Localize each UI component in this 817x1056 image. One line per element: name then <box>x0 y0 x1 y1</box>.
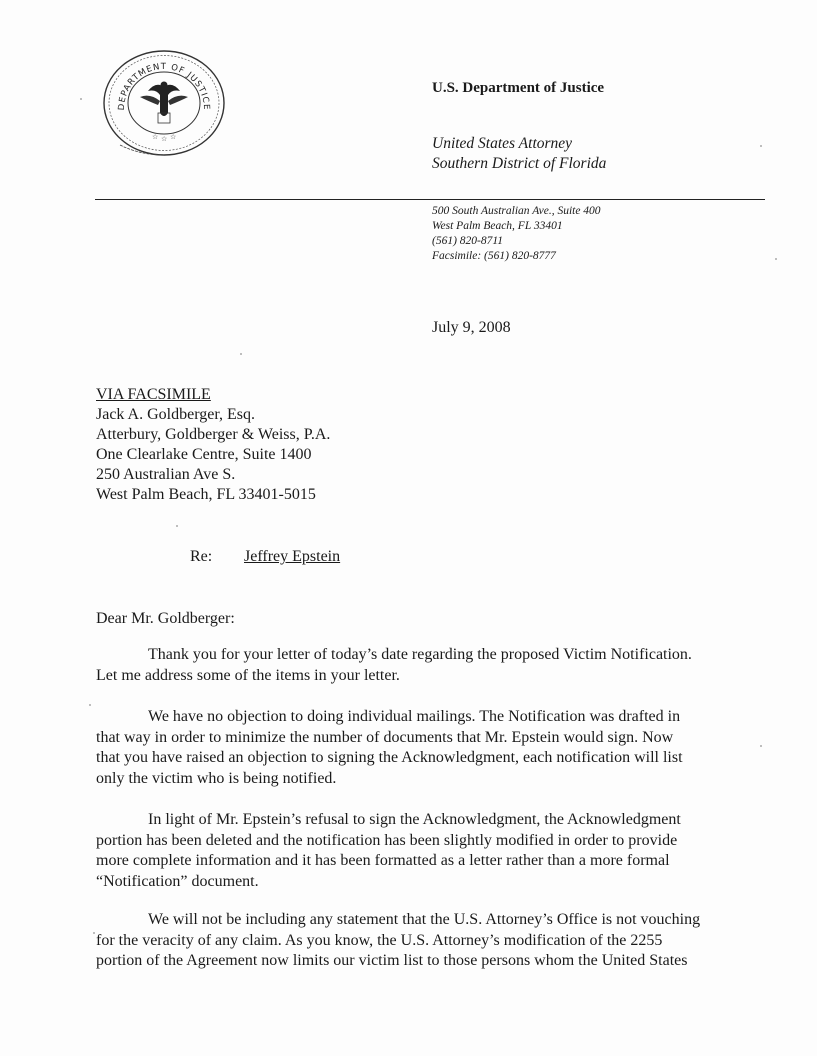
delivery-method: VIA FACSIMILE <box>96 386 211 403</box>
scan-speck <box>176 525 178 527</box>
paragraph-line: portion has been deleted and the notification has been slightly modified in order to provide <box>96 831 678 849</box>
office-fax: Facsimile: (561) 820-8777 <box>432 250 556 262</box>
recipient-line: Atterbury, Goldberger & Weiss, P.A. <box>96 426 331 443</box>
svg-text:☆: ☆ <box>152 133 159 141</box>
scan-speck <box>760 745 762 747</box>
scan-speck <box>775 258 777 260</box>
doj-seal-icon <box>100 47 228 159</box>
paragraph-line: that you have raised an objection to signing the Acknowledgment, each notification will list <box>96 749 683 766</box>
paragraph-line: We will not be including any statement that the U.S. Attorney’s Office is not vouching <box>148 911 701 928</box>
scan-speck <box>240 353 242 355</box>
office-district: Southern District of Florida <box>432 155 607 172</box>
scan-speck <box>89 704 91 706</box>
scan-speck <box>93 932 95 934</box>
body-paragraph <box>96 810 756 892</box>
scan-speck <box>80 98 82 100</box>
paragraph-line: more complete information and it has been formatted as a letter rather than a more formal <box>96 852 670 869</box>
paragraph-line: portion of the Agreement now limits our victim list to those persons whom the United States <box>96 952 688 969</box>
recipient-line: West Palm Beach, FL 33401-5015 <box>96 486 316 503</box>
office-title: United States Attorney <box>432 135 573 152</box>
paragraph-line: In light of Mr. Epstein’s refusal to sign the Acknowledgment, the Acknowledgment <box>148 811 681 828</box>
scan-speck <box>760 145 762 147</box>
office-address-line: 500 South Australian Ave., Suite 400 <box>432 205 601 217</box>
paragraph-line: We have no objection to doing individual mailings. The Notification was drafted in <box>148 708 681 725</box>
recipient-line: Jack A. Goldberger, Esq. <box>96 406 256 423</box>
recipient-line: One Clearlake Centre, Suite 1400 <box>96 446 312 463</box>
re-subject: Jeffrey Epstein <box>244 548 341 565</box>
recipient-line: 250 Australian Ave S. <box>96 466 236 483</box>
paragraph-line: that way in order to minimize the number of documents that Mr. Epstein would sign. Now <box>96 728 674 746</box>
svg-text:☆: ☆ <box>170 133 177 141</box>
body-paragraph <box>96 707 756 789</box>
body-paragraph <box>96 645 756 686</box>
letterhead-divider <box>95 199 765 200</box>
paragraph-line: only the victim who is being notified. <box>96 769 337 787</box>
body-paragraph <box>96 910 756 972</box>
office-address-line: West Palm Beach, FL 33401 <box>432 220 563 232</box>
letter-date: July 9, 2008 <box>432 319 511 336</box>
svg-text:☆: ☆ <box>161 135 168 143</box>
office-phone: (561) 820-8711 <box>432 235 504 247</box>
salutation: Dear Mr. Goldberger: <box>96 610 235 627</box>
agency-name: U.S. Department of Justice <box>432 80 605 96</box>
paragraph-line: Let me address some of the items in your letter. <box>96 666 400 684</box>
paragraph-line: for the veracity of any claim. As you know, the U.S. Attorney’s modification of the 2255 <box>96 931 663 949</box>
re-label: Re: <box>190 548 213 565</box>
paragraph-line: “Notification” document. <box>96 872 259 890</box>
seal-text: DEPARTMENT OF JUSTICE <box>116 61 212 111</box>
paragraph-line: Thank you for your letter of today’s date regarding the proposed Victim Notification. <box>148 646 692 663</box>
